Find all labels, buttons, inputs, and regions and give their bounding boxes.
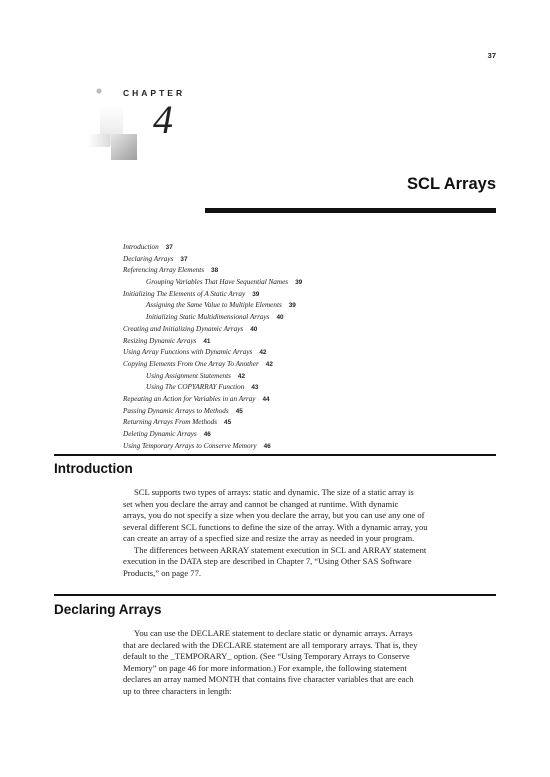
- toc-entry-page: 42: [237, 372, 246, 380]
- toc-entry-title: Deleting Dynamic Arrays: [123, 430, 197, 438]
- toc-entry-title: Resizing Dynamic Arrays: [123, 336, 197, 345]
- paragraph: [123, 628, 496, 697]
- section-rule: [54, 454, 496, 456]
- chapter-title: SCL Arrays: [407, 175, 496, 193]
- toc-entry-title: Introduction: [123, 243, 159, 251]
- text-line: up to three characters in length:: [123, 685, 232, 696]
- toc-entry-page: 41: [203, 337, 211, 345]
- toc-entry-page: 46: [203, 431, 211, 438]
- chapter-number: 4: [153, 97, 173, 142]
- paragraph: [123, 487, 496, 545]
- toc-entry-title: Using The COPYARRAY Function: [146, 383, 245, 392]
- toc-entry[interactable]: [123, 429, 463, 441]
- toc-entry-title: Creating and Initializing Dynamic Arrays: [123, 324, 244, 333]
- page-number: 37: [487, 51, 496, 60]
- toc-entry-page: 39: [252, 290, 260, 298]
- text-line: set when you declare the array and cannot be changed at runtime. With dynamic: [123, 498, 399, 509]
- text-line: default to the _TEMPORARY_ option. (See “Using Temporary Arrays to Conserve: [123, 651, 410, 661]
- toc-entry-page: 38: [211, 267, 219, 275]
- toc-entry-title: Repeating an Action for Variables in an Array: [123, 394, 256, 403]
- toc-entry-title: Using Assignment Statements: [146, 371, 231, 380]
- toc-entry[interactable]: [123, 277, 463, 289]
- toc-entry-page: 45: [235, 407, 243, 415]
- toc-entry-page: 39: [295, 279, 303, 287]
- toc-entry-title: Initializing The Elements of A Static Array: [123, 289, 246, 298]
- toc-entry-title: Initializing Static Multidimensional Arrays: [146, 313, 270, 322]
- table-of-contents: [123, 242, 463, 452]
- text-line: can create an array of a specfied size and resize the array as needed in your program.: [123, 533, 415, 543]
- text-line: that are declared with the DECLARE statement are all temporary arrays. That is, they: [123, 639, 418, 650]
- toc-entry-title: Passing Dynamic Arrays to Methods: [123, 406, 229, 415]
- text-line: several different SCL functions to define the size of the array. With a dynamic array, you: [123, 521, 428, 532]
- section-heading-declaring-arrays: Declaring Arrays: [54, 602, 162, 617]
- toc-entry[interactable]: [123, 265, 463, 277]
- toc-entry-page: 42: [265, 360, 273, 368]
- toc-entry[interactable]: [123, 347, 463, 359]
- toc-entry-page: 44: [262, 395, 270, 403]
- section-rule: [54, 594, 496, 596]
- chapter-label: CHAPTER: [123, 88, 186, 98]
- toc-entry-title: Assigning the Same Value to Multiple Elements: [146, 301, 282, 310]
- toc-entry-page: 43: [251, 384, 259, 392]
- toc-entry-title: Using Temporary Arrays to Conserve Memory: [123, 441, 257, 450]
- toc-entry[interactable]: [123, 254, 463, 266]
- toc-entry[interactable]: [123, 289, 463, 301]
- toc-entry[interactable]: [123, 441, 463, 453]
- toc-entry-page: 46: [263, 442, 271, 450]
- toc-entry[interactable]: [123, 394, 463, 406]
- toc-entry[interactable]: [123, 371, 463, 383]
- toc-entry[interactable]: [123, 312, 463, 324]
- toc-entry[interactable]: [123, 336, 463, 348]
- toc-entry[interactable]: [123, 324, 463, 336]
- toc-entry-title: Referencing Array Elements: [123, 266, 205, 275]
- toc-entry-page: 37: [180, 255, 188, 263]
- toc-entry-title: Copying Elements From One Array To Another: [123, 359, 259, 368]
- toc-entry-page: 37: [165, 244, 173, 251]
- paragraph: [123, 545, 496, 580]
- section-heading-introduction: Introduction: [54, 461, 133, 476]
- toc-entry[interactable]: [123, 242, 463, 254]
- toc-entry-title: Grouping Variables That Have Sequential Names: [146, 278, 289, 287]
- text-line: You can use the DECLARE statement to declare static or dynamic arrays. Arrays: [134, 628, 413, 638]
- toc-entry-page: 40: [250, 325, 258, 333]
- toc-entry[interactable]: [123, 417, 463, 429]
- text-line: The differences between ARRAY statement execution in SCL and ARRAY statement: [134, 544, 427, 555]
- text-line: Products,” on page 77.: [123, 567, 202, 578]
- title-rule: [205, 208, 496, 213]
- toc-entry[interactable]: [123, 359, 463, 371]
- toc-entry[interactable]: [123, 406, 463, 418]
- toc-entry-title: Using Array Functions with Dynamic Arrays: [123, 348, 253, 357]
- toc-entry-title: Declaring Arrays: [123, 254, 174, 263]
- text-line: execution in the DATA step are described in Chapter 7, “Using Other SAS Software: [123, 556, 412, 566]
- toc-entry-title: Returning Arrays From Methods: [123, 418, 218, 427]
- toc-entry-page: 39: [288, 302, 296, 310]
- toc-entry-page: 45: [224, 419, 232, 427]
- toc-entry-page: 40: [276, 314, 284, 322]
- introduction-body: [123, 487, 496, 579]
- toc-entry[interactable]: [123, 300, 463, 312]
- text-line: declares an array named MONTH that contains five character variables that are each: [123, 674, 414, 684]
- toc-entry-page: 42: [259, 349, 267, 357]
- text-line: arrays, you do not specify a size when you declare the array, but you can use any one of: [123, 510, 425, 520]
- toc-entry[interactable]: [123, 382, 463, 394]
- text-line: SCL supports two types of arrays: static and dynamic. The size of a static array is: [134, 487, 414, 497]
- declaring-arrays-body: [123, 628, 496, 697]
- text-line: Memory” on page 46 for more information.) For example, the following statement: [123, 662, 407, 673]
